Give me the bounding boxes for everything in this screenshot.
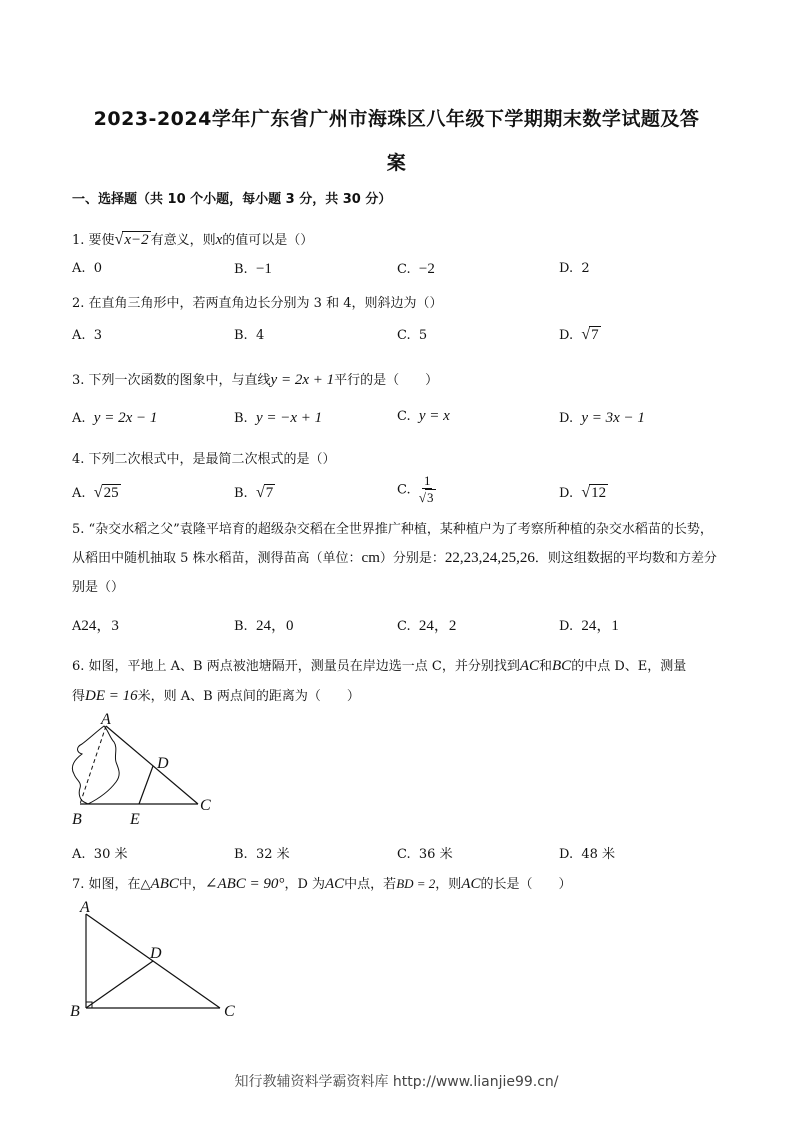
question-6-line-1: [72, 655, 686, 675]
footer-watermark: 知行教辅资料学霸资料库 http://www.lianjie99.cn/: [234, 1074, 559, 1090]
sqrt-symbol: √: [93, 484, 103, 501]
sqrt-symbol: √: [581, 326, 591, 343]
question-3: [72, 369, 438, 389]
point-label-c: C: [200, 797, 211, 814]
option-label: A.: [72, 486, 86, 501]
q2-option-b: [234, 328, 264, 343]
option-value: 48 米: [581, 847, 616, 862]
section-heading: 一、选择题（共 10 个小题，每小题 3 分，共 30 分）: [72, 192, 392, 207]
question-6-line-2: [72, 685, 360, 705]
q7-text: ，D 为: [284, 877, 325, 892]
question-4: 4. 下列二次根式中，是最简二次根式的是（）: [72, 452, 336, 467]
option-value: y = x: [418, 408, 450, 424]
q2-option-d: [559, 326, 601, 344]
option-label: B.: [234, 262, 248, 277]
option-label: C.: [397, 619, 411, 634]
option-label: D.: [559, 486, 574, 501]
option-value: 30 米: [93, 847, 128, 862]
option-label: B.: [234, 328, 248, 343]
option-label: A.: [72, 411, 86, 426]
q7-text: 的长是（ ）: [480, 877, 572, 892]
option-radicand: 7: [265, 485, 274, 501]
option-label: B.: [234, 619, 248, 634]
q5-unit: cm: [361, 550, 380, 566]
option-label: A: [72, 619, 82, 634]
option-value: 0: [93, 261, 103, 276]
q3-prefix: 3. 下列一次函数的图象中，与直线: [72, 373, 271, 388]
point-label-d: D: [150, 945, 162, 962]
q7-triangle: ABC: [150, 876, 179, 892]
option-value: 24，3: [81, 618, 119, 634]
option-radicand: 25: [103, 485, 119, 501]
q2-option-c: [397, 328, 427, 343]
option-value: 24，0: [255, 618, 294, 634]
q7-angle: ∠ABC = 90°: [204, 876, 285, 892]
fraction-numerator: 1: [423, 473, 431, 488]
fraction-denominator: [419, 489, 436, 506]
q5-option-d: [559, 614, 619, 635]
option-value: 24，1: [581, 618, 619, 634]
q1-suffix: 的值可以是（）: [222, 233, 314, 248]
option-label: A.: [72, 847, 86, 862]
q1-option-b: [234, 261, 272, 278]
option-label: C.: [397, 847, 411, 862]
q1-variable: x: [215, 232, 223, 248]
option-label: C.: [397, 409, 411, 424]
option-value: 3: [93, 328, 103, 343]
q6-segment-ac: AC: [519, 658, 539, 674]
q7-text: 7. 如图，在△: [72, 877, 151, 892]
segment-ab-dashed: [80, 726, 106, 804]
option-label: C.: [397, 328, 411, 343]
q6-text: 得: [72, 689, 86, 704]
option-label: D.: [559, 261, 574, 276]
segment-de: [139, 766, 153, 804]
q6-and: 和: [539, 659, 553, 674]
option-label: D.: [559, 619, 574, 634]
point-label-a: A: [80, 899, 90, 916]
q1-prefix: 1. 要使: [72, 233, 115, 248]
option-label: A.: [72, 261, 86, 276]
option-value: 32 米: [255, 847, 290, 862]
option-label: A.: [72, 328, 86, 343]
sqrt-symbol: √: [581, 484, 591, 501]
q6-option-d: [559, 843, 615, 862]
q6-option-a: [72, 843, 127, 862]
q4-option-c: [397, 474, 436, 506]
option-value: 7: [591, 327, 599, 343]
option-label: B.: [234, 486, 248, 501]
option-label: D.: [559, 328, 574, 343]
point-label-b: B: [72, 811, 82, 828]
fraction: [419, 474, 436, 506]
q7-text: 中，: [178, 877, 205, 892]
q1-mid: 有意义，则: [150, 233, 216, 248]
option-radicand: 12: [591, 485, 607, 501]
q1-option-a: [72, 261, 102, 276]
q6-text: 6. 如图，平地上 A、B 两点被池塘隔开，测量员在岸边选一点 C，并分别找到: [72, 659, 520, 674]
segment-bd: [86, 961, 153, 1008]
option-value: y = 3x − 1: [581, 410, 645, 426]
q5-text-c: ．则这组数据的平均数和方差分别是（）: [72, 551, 717, 595]
option-value: 5: [418, 328, 428, 343]
q6-text: 的中点 D、E，测量: [571, 659, 687, 674]
q7-text: ，则: [435, 877, 462, 892]
q6-text: 米，则 A、B 两点间的距离为（ ）: [137, 689, 360, 704]
option-value: y = 2x − 1: [93, 410, 158, 426]
option-value: −1: [255, 261, 272, 277]
option-label: B.: [234, 847, 248, 862]
sqrt-symbol: √: [255, 484, 265, 501]
q5-option-b: [234, 614, 293, 635]
q4-option-b: [234, 484, 275, 502]
sqrt-symbol: √: [114, 231, 124, 248]
q1-option-d: [559, 261, 590, 276]
q6-figure: [60, 712, 230, 832]
denominator-radicand: 3: [427, 490, 434, 505]
option-value: 2: [581, 261, 590, 276]
point-label-a: A: [101, 712, 111, 728]
option-label: B.: [234, 411, 248, 426]
q5-text-a: 5. “杂交水稻之父”袁隆平培育的超级杂交稻在全世界推广种植，某种植户为了考察所种植的杂交水稻苗的长势，从稻田中随机抽取 5 株水稻苗，测得苗高（单位：: [72, 522, 713, 566]
q7-segment-ac: AC: [325, 876, 345, 892]
q1-option-c: [397, 261, 435, 278]
q5-option-a: [72, 614, 119, 635]
option-label: C.: [397, 482, 411, 498]
q6-segment-de: DE = 16: [85, 688, 138, 704]
q2-option-a: [72, 328, 102, 343]
q6-option-b: [234, 843, 290, 862]
q7-bd: BD = 2: [396, 876, 436, 891]
q7-figure: [64, 892, 254, 1026]
option-label: D.: [559, 411, 574, 426]
question-7: [72, 873, 572, 893]
q1-radicand: x−2: [124, 232, 149, 248]
option-label: C.: [397, 262, 411, 277]
sqrt-symbol: √: [418, 490, 427, 505]
q7-text: 中点，若: [344, 877, 397, 892]
q3-suffix: 平行的是（ ）: [334, 373, 439, 388]
q3-option-b: [234, 410, 322, 427]
point-label-c: C: [224, 1003, 235, 1020]
page-title-line-2: 案: [386, 152, 407, 174]
question-1: [72, 229, 313, 249]
q4-option-d: [559, 484, 608, 502]
q5-option-c: [397, 614, 456, 635]
point-label-b: B: [70, 1003, 80, 1020]
option-value: 36 米: [418, 847, 453, 862]
q5-data: 22,23,24,25,26: [444, 550, 535, 566]
question-2: 2. 在直角三角形中，若两直角边长分别为 3 和 4，则斜边为（）: [72, 296, 443, 311]
q5-text-b: ）分别是：: [379, 551, 445, 566]
q3-expression: y = 2x + 1: [270, 372, 335, 388]
option-label: D.: [559, 847, 574, 862]
q4-option-a: [72, 484, 121, 502]
option-value: 24，2: [418, 618, 457, 634]
option-value: 4: [255, 328, 265, 343]
question-5: [72, 515, 724, 602]
q6-segment-bc: BC: [552, 658, 572, 674]
q6-option-c: [397, 843, 453, 862]
q3-option-c: [397, 408, 450, 425]
point-label-d: D: [157, 755, 169, 772]
page-title-line-1: 2023-2024学年广东省广州市海珠区八年级下学期期末数学试题及答: [93, 108, 700, 130]
q7-segment-ac: AC: [461, 876, 481, 892]
option-value: −2: [418, 261, 435, 277]
option-value: y = −x + 1: [255, 410, 323, 426]
pond-outline: [72, 726, 119, 804]
q3-option-a: [72, 410, 157, 427]
point-label-e: E: [130, 811, 140, 828]
q3-option-d: [559, 410, 645, 427]
segment-ac: [106, 726, 198, 804]
